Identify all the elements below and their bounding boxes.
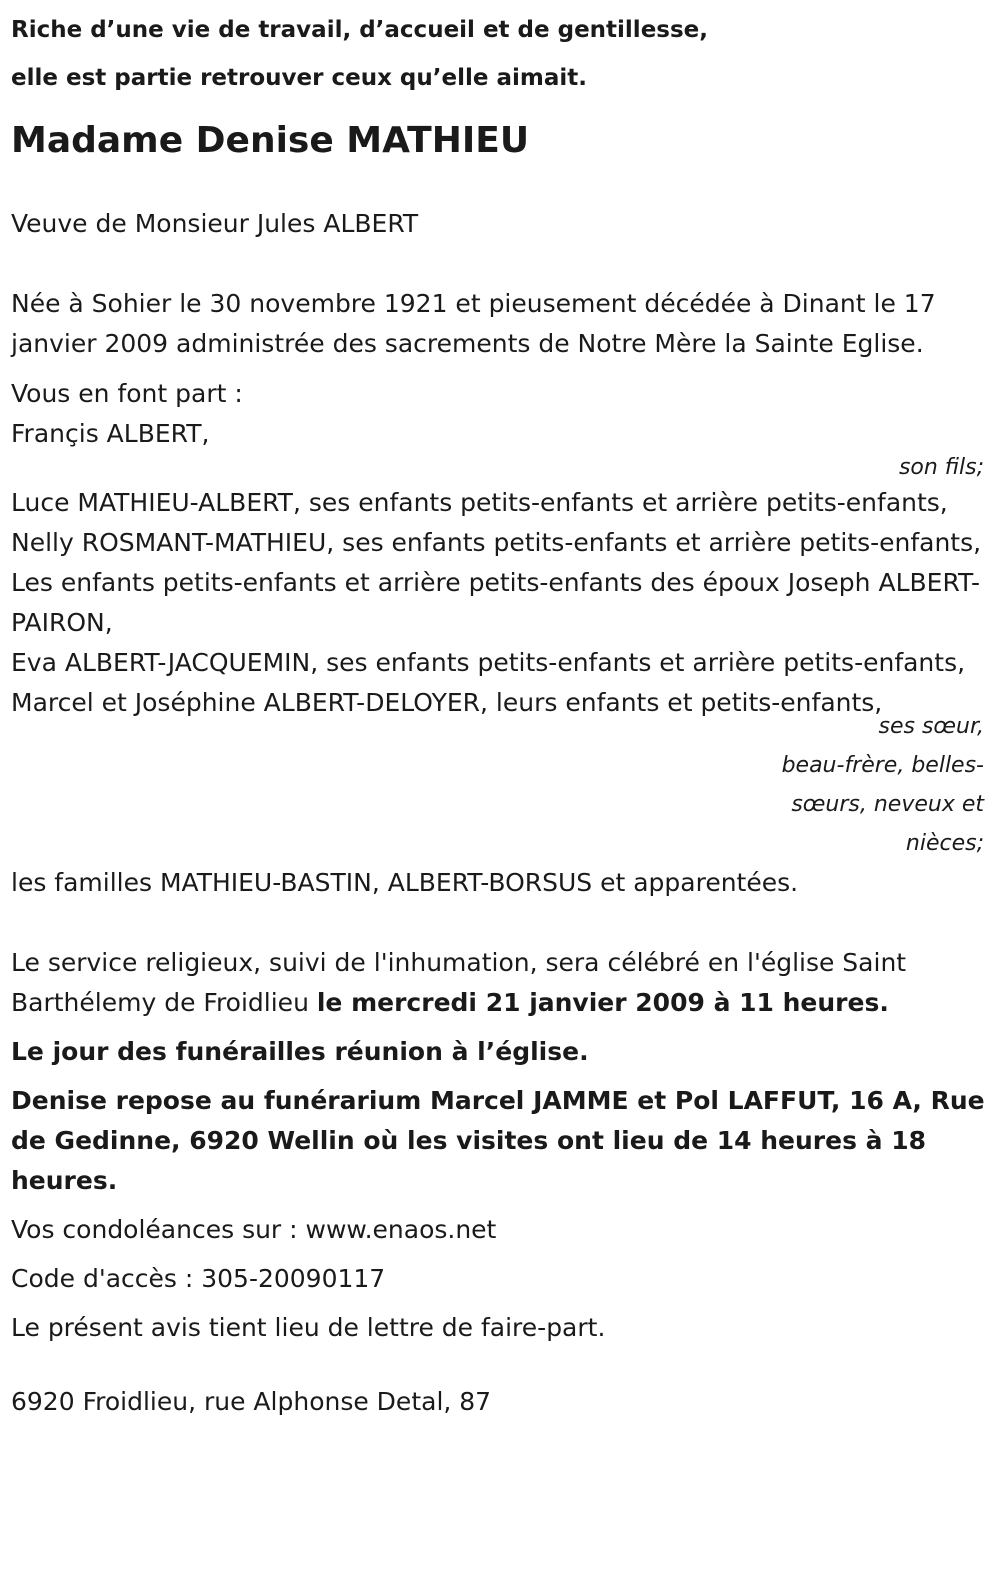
relation-line: ses sœur, [878, 714, 984, 739]
deceased-name: Madame Denise MATHIEU [11, 120, 530, 161]
family-list [11, 414, 986, 903]
condolences-text: Vos condoléances sur : www.enaos.net [11, 1215, 497, 1244]
family-member: Les enfants petits-enfants et arrière petits-enfants des époux Joseph ALBERT-PAIRON, [11, 568, 980, 637]
intro-line-2: elle est partie retrouver ceux qu’elle aimait. [11, 65, 587, 91]
intro-text [11, 6, 986, 102]
relation-line: sœurs, neveux et [791, 792, 984, 817]
service-date: le mercredi 21 janvier 2009 à 11 heures. [316, 988, 889, 1017]
access-code-text: Code d'accès : 305-20090117 [11, 1264, 386, 1293]
families-line: les familles MATHIEU-BASTIN, ALBERT-BORSUS et apparentées. [11, 868, 799, 897]
family-member: Luce MATHIEU-ALBERT, ses enfants petits-enfants et arrière petits-enfants, [11, 488, 948, 517]
service-text [11, 943, 986, 1023]
family-member: Nelly ROSMANT-MATHIEU, ses enfants petits-enfants et arrière petits-enfants, [11, 528, 982, 557]
funeral-home-text: Denise repose au funérarium Marcel JAMME et Pol LAFFUT, 16 A, Rue de Gedinne, 6920 Wellin où les visites ont lieu de 14 heures à 18 heures. [11, 1086, 985, 1195]
relation-line: beau-frère, belles- [781, 753, 984, 778]
meeting-text: Le jour des funérailles réunion à l’église. [11, 1037, 589, 1066]
family-member: Eva ALBERT-JACQUEMIN, ses enfants petits-enfants et arrière petits-enfants, [11, 648, 966, 677]
birth-death: Née à Sohier le 30 novembre 1921 et pieusement décédée à Dinant le 17 janvier 2009 administrée des sacrements de Notre Mère la Sainte Eglise. [11, 289, 936, 358]
relation-line: nièces; [905, 831, 984, 856]
service-details: Le service religieux, suivi de l'inhumation, sera célébré en l'église Saint Barthélemy de Froidlieu [11, 948, 907, 1017]
announce: Vous en font part : [11, 379, 243, 408]
widow-of: Veuve de Monsieur Jules ALBERT [11, 209, 419, 238]
obituary-notice [11, 6, 986, 1422]
intro-line-1: Riche d’une vie de travail, d’accueil et de gentillesse, [11, 17, 709, 43]
family-son: Françis ALBERT, [11, 419, 210, 448]
members-relation [11, 707, 984, 863]
son-relation: son fils; [898, 455, 984, 480]
notice-text: Le présent avis tient lieu de lettre de faire-part. [11, 1313, 606, 1342]
family-member: Marcel et Joséphine ALBERT-DELOYER, leurs enfants et petits-enfants, [11, 688, 883, 717]
address-text: 6920 Froidlieu, rue Alphonse Detal, 87 [11, 1387, 492, 1416]
